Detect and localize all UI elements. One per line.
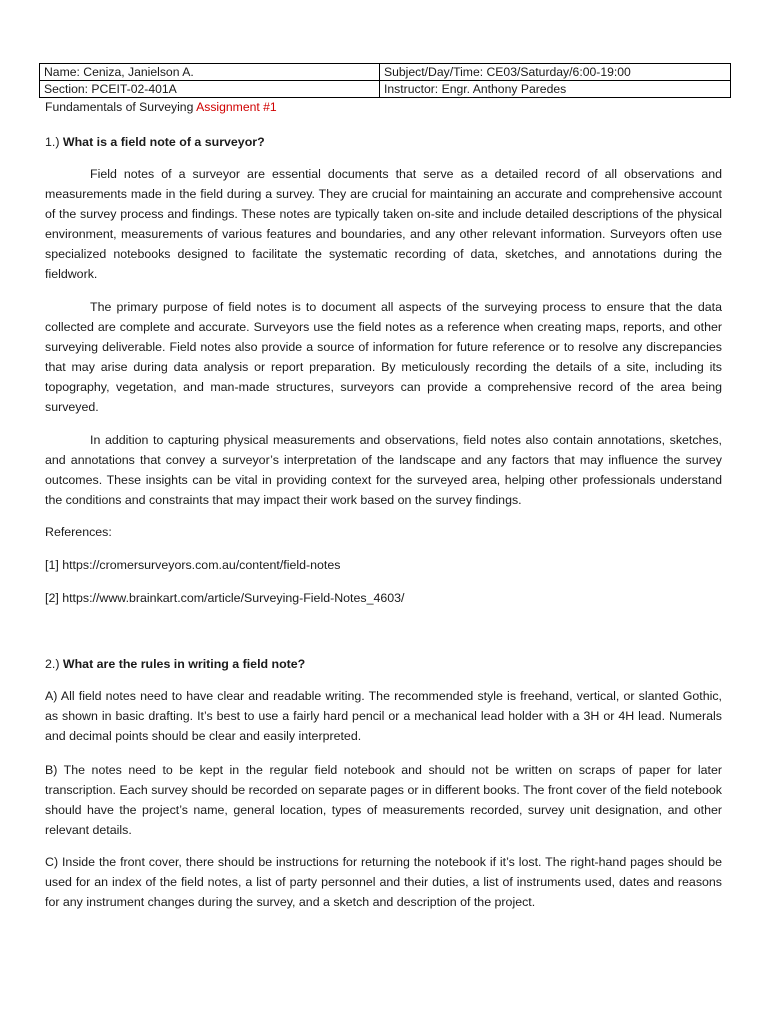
q2-rule-b (45, 760, 722, 840)
course-line (45, 99, 277, 115)
question-2-text: What are the rules in writing a field note? (62, 657, 306, 671)
course-title: Fundamentals of Surveying (45, 100, 194, 114)
q1-paragraph-1 (45, 164, 722, 284)
reference-1 (45, 555, 722, 575)
reference-1-text: [1] https://cromersurveyors.com.au/content/field-notes (45, 558, 341, 572)
q2-rule-b-text: B) The notes need to be kept in the regular field notebook and should not be written on scraps of paper for later transcription. Each survey should be recorded on separate pages or in different books. The front cover of the field notebook should have the project’s name, general location, types of measurements recorded, survey unit designation, and other relevant details. (45, 763, 722, 837)
subject-info: Subject/Day/Time: CE03/Saturday/6:00-19:00 (380, 64, 731, 81)
q2-rule-a-text: A) All field notes need to have clear and readable writing. The recommended style is freehand, vertical, or slanted Gothic, as shown in basic drafting. It’s best to use a fairly hard pencil or a mechanical lead holder with a 3H or 4H lead. Numerals and decimal points should be clear and easily interpreted. (45, 689, 722, 743)
instructor-info: Instructor: Engr. Anthony Paredes (380, 81, 731, 98)
question-1-number: 1.) (45, 135, 60, 149)
question-2-heading (45, 654, 722, 674)
q1-paragraph-2 (45, 297, 722, 417)
question-2-number: 2.) (45, 657, 60, 671)
question-1-text: What is a field note of a surveyor? (62, 135, 265, 149)
assignment-label: Assignment #1 (196, 100, 277, 114)
student-name: Name: Ceniza, Janielson A. (40, 64, 380, 81)
q1-paragraph-1-text: Field notes of a surveyor are essential documents that serve as a detailed record of all observations and measurements made in the field during a survey. They are crucial for maintaining an accurate and comprehensive account of the survey process and findings. These notes are typically taken on-site and include detailed descriptions of the physical environment, measurements of various features and boundaries, and any other relevant information. Surveyors often use specialized notebooks designed to facilitate the systematic recording of data, sketches, and annotations during the fieldwork. (45, 167, 722, 281)
header-table (39, 63, 731, 98)
q1-paragraph-3 (45, 430, 722, 510)
q2-rule-a (45, 686, 722, 746)
q1-paragraph-3-text: In addition to capturing physical measurements and observations, field notes also contain annotations, sketches, and annotations that convey a surveyor’s interpretation of the landscape and any factors that may influence the survey outcomes. These insights can be vital in providing context for the surveyed area, helping other professionals understand the conditions and constraints that may impact their work based on the survey findings. (45, 433, 722, 507)
q2-rule-c (45, 852, 722, 912)
reference-2 (45, 588, 722, 608)
section-info: Section: PCEIT-02-401A (40, 81, 380, 98)
references-label-text: References: (45, 525, 112, 539)
reference-2-text: [2] https://www.brainkart.com/article/Surveying-Field-Notes_4603/ (45, 591, 405, 605)
references-label (45, 522, 722, 542)
q2-rule-c-text: C) Inside the front cover, there should be instructions for returning the notebook if it’s lost. The right-hand pages should be used for an index of the field notes, a list of party personnel and their duties, a list of instruments used, dates and reasons for any instrument changes during the survey, and a sketch and description of the project. (45, 855, 722, 909)
q1-paragraph-2-text: The primary purpose of field notes is to document all aspects of the surveying process to ensure that the data collected are complete and accurate. Surveyors use the field notes as a reference when creating maps, reports, and other surveying deliverable. Field notes also provide a source of information for future reference or to resolve any discrepancies that may arise during data analysis or report preparation. By meticulously recording the details of a site, including its topography, vegetation, and man-made structures, surveyors can provide a comprehensive record of the area being surveyed. (45, 300, 722, 414)
question-1-heading (45, 132, 722, 152)
